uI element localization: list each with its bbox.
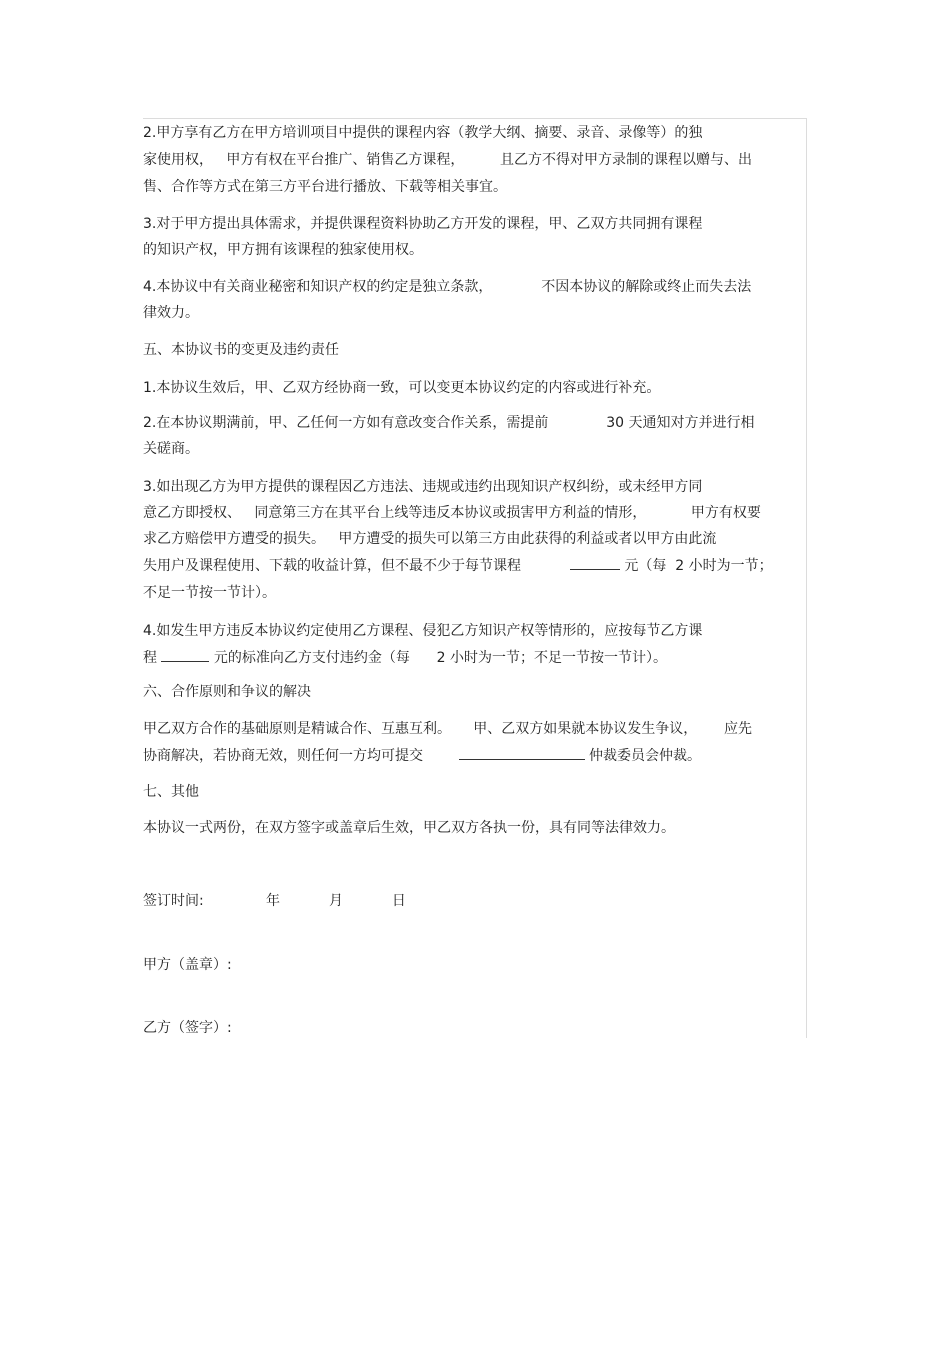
section-7-heading: 七、其他 xyxy=(143,784,199,800)
clause-5-3-line-2: 意乙方即授权、 同意第三方在其平台上线等违反本协议或损害甲方利益的情形， 甲方有权要 xyxy=(143,505,761,521)
arbitration-blank-underline[interactable] xyxy=(459,747,585,760)
page-frame-right xyxy=(806,118,807,1038)
clause-5-3-line-4 xyxy=(143,557,773,574)
clause-4-2-line-3: 售、合作等方式在第三方平台进行播放、下载等相关事宜。 xyxy=(143,179,507,195)
section-6-line-2-part-2: 仲裁委员会仲裁。 xyxy=(584,748,702,764)
clause-5-4-line-2-part-1: 程 xyxy=(143,650,162,666)
clause-4-4-line-1: 4.本协议中有关商业秘密和知识产权的约定是独立条款， 不因本协议的解除或终止而失去法 xyxy=(143,279,752,295)
clause-5-4-line-2 xyxy=(143,649,667,666)
section-6-heading: 六、合作原则和争议的解决 xyxy=(143,684,311,700)
section-5-heading: 五、本协议书的变更及违约责任 xyxy=(143,342,339,358)
fee-blank-underline[interactable] xyxy=(570,557,620,570)
section-6-line-2-part-1: 协商解决，若协商无效，则任何一方均可提交 xyxy=(143,748,459,764)
clause-5-2-line-1: 2.在本协议期满前，甲、乙任何一方如有意改变合作关系，需提前 30 天通知对方并进行相 xyxy=(143,415,755,431)
clause-5-2-line-2: 关磋商。 xyxy=(143,441,199,457)
clause-5-4-line-1: 4.如发生甲方违反本协议约定使用乙方课程、侵犯乙方知识产权等情形的，应按每节乙方课 xyxy=(143,623,703,639)
clause-5-4-line-2-part-2: 元的标准向乙方支付违约金（每 2 小时为一节；不足一节按一节计）。 xyxy=(209,650,667,666)
clause-4-2-line-2: 家使用权， 甲方有权在平台推广、销售乙方课程， 且乙方不得对甲方录制的课程以赠与、出 xyxy=(143,152,752,168)
section-6-line-1: 甲乙双方合作的基础原则是精诚合作、互惠互利。 甲、乙双方如果就本协议发生争议， 应先 xyxy=(143,721,752,737)
page-frame-top xyxy=(143,118,807,119)
clause-5-3-line-1: 3.如出现乙方为甲方提供的课程因乙方违法、违规或违约出现知识产权纠纷，或未经甲方同 xyxy=(143,479,703,495)
section-7-text: 本协议一式两份，在双方签字或盖章后生效，甲乙双方各执一份，具有同等法律效力。 xyxy=(143,820,675,836)
penalty-blank-underline[interactable] xyxy=(161,649,209,662)
party-a-seal-line: 甲方（盖章）: xyxy=(143,957,232,973)
clause-5-3-line-4-part-2: 元（每 2 小时为一节； xyxy=(619,558,773,574)
section-6-line-2 xyxy=(143,747,701,764)
clause-5-3-line-4-part-1: 失用户及课程使用、下载的收益计算，但不最不少于每节课程 xyxy=(143,558,570,574)
clause-4-3-line-2: 的知识产权，甲方拥有该课程的独家使用权。 xyxy=(143,242,423,258)
clause-4-3-line-1: 3.对于甲方提出具体需求，并提供课程资料协助乙方开发的课程，甲、乙双方共同拥有课程 xyxy=(143,216,703,232)
clause-5-3-line-5: 不足一节按一节计）。 xyxy=(143,585,276,601)
clause-5-3-line-3: 求乙方赔偿甲方遭受的损失。 甲方遭受的损失可以第三方由此获得的利益或者以甲方由此流 xyxy=(143,531,717,547)
signing-date-line: 签订时间: 年 月 日 xyxy=(143,893,406,909)
clause-4-2-line-1: 2.甲方享有乙方在甲方培训项目中提供的课程内容（教学大纲、摘要、录音、录像等）的独 xyxy=(143,125,703,141)
clause-4-4-line-2: 律效力。 xyxy=(143,305,199,321)
party-b-signature-line: 乙方（签字）: xyxy=(143,1020,232,1036)
clause-5-1: 1.本协议生效后，甲、乙双方经协商一致，可以变更本协议约定的内容或进行补充。 xyxy=(143,380,661,396)
